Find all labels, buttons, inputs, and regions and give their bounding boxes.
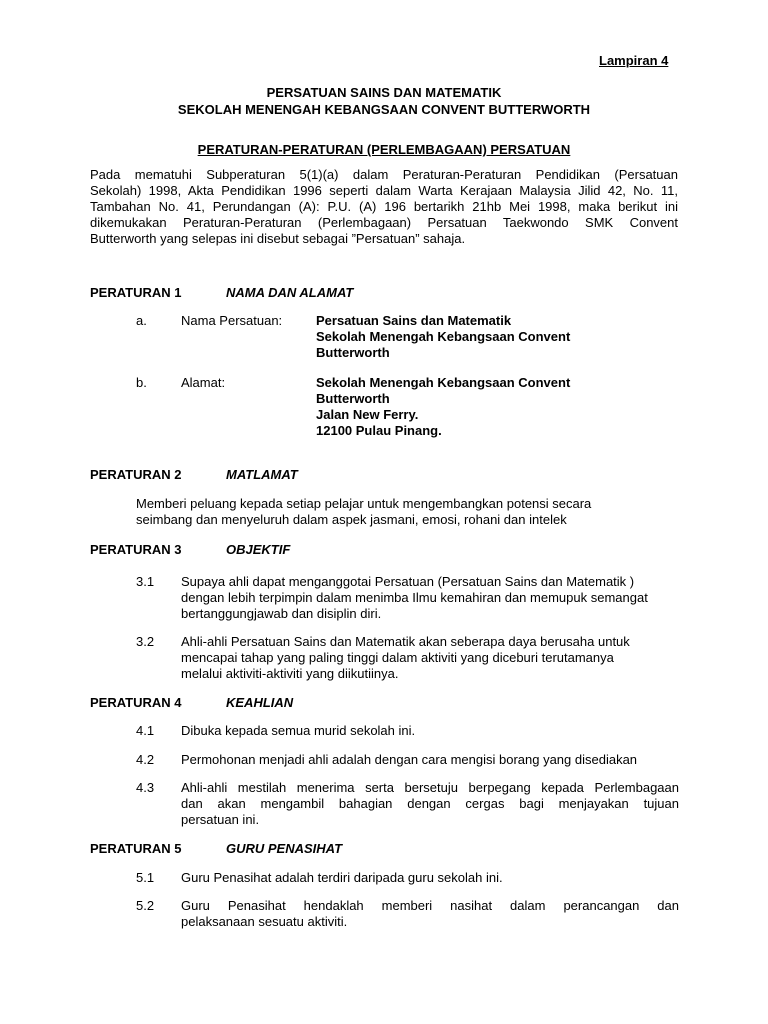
rule-1b-key: Alamat: xyxy=(181,375,226,390)
item-line: Ahli-ahli mestilah menerima serta bersetuju berpegang kepada Perlembagaan xyxy=(181,780,679,795)
item-line: Permohonan menjadi ahli adalah dengan cara mengisi borang yang disediakan xyxy=(181,752,638,767)
item-number: 3.2 xyxy=(136,634,155,649)
item-text xyxy=(181,752,679,768)
value-line: Jalan New Ferry. xyxy=(316,407,419,422)
item-line: Supaya ahli dapat menganggotai Persatuan (Persatuan Sains dan Matematik ) xyxy=(181,574,635,589)
document-title: PERATURAN-PERATURAN (PERLEMBAGAAN) PERSATUAN xyxy=(197,142,571,157)
rule-4-label: PERATURAN 4 xyxy=(90,695,182,710)
intro-line: Tambahan No. 41, Perundangan (A): P.U. (A) 196 bertarikh 21hb Mei 1998, maka berikut ini xyxy=(90,199,678,214)
rule-5-title: GURU PENASIHAT xyxy=(226,841,343,856)
rule-1-label: PERATURAN 1 xyxy=(90,285,182,300)
association-name: PERSATUAN SAINS DAN MATEMATIK xyxy=(266,85,502,100)
item-line: Guru Penasihat adalah terdiri daripada guru sekolah ini. xyxy=(181,870,503,885)
rule-1a-letter: a. xyxy=(136,313,147,328)
item-number: 3.1 xyxy=(136,574,155,589)
value-line: Persatuan Sains dan Matematik xyxy=(316,313,512,328)
item-line: bertanggungjawab dan disiplin diri. xyxy=(181,606,382,621)
value-line: Butterworth xyxy=(316,345,390,360)
intro-line: Butterworth yang selepas ini disebut sebagai ”Persatuan” sahaja. xyxy=(90,231,466,246)
rule-2-title: MATLAMAT xyxy=(226,467,298,482)
item-line: dengan lebih terpimpin dalam menimba Ilmu kemahiran dan memupuk semangat xyxy=(181,590,648,605)
item-line: Guru Penasihat hendaklah memberi nasihat dalam perancangan dan xyxy=(181,898,679,913)
value-line: Sekolah Menengah Kebangsaan Convent xyxy=(316,329,571,344)
value-line: 12100 Pulau Pinang. xyxy=(316,423,442,438)
item-line: mencapai tahap yang paling tinggi dalam aktiviti yang diceburi terutamanya xyxy=(181,650,614,665)
item-text xyxy=(181,870,679,886)
item-text xyxy=(181,723,679,739)
item-text xyxy=(181,634,679,682)
item-text xyxy=(181,780,679,828)
rule-1b-value xyxy=(316,375,656,439)
rule-4-title: KEAHLIAN xyxy=(226,695,294,710)
item-line: melalui aktiviti-aktiviti yang diikutiinya. xyxy=(181,666,399,681)
rule-5-label: PERATURAN 5 xyxy=(90,841,182,856)
rule-1a-value xyxy=(316,313,656,361)
item-text xyxy=(181,574,679,622)
body-line: seimbang dan menyeluruh dalam aspek jasmani, emosi, rohani dan intelek xyxy=(136,512,567,527)
value-line: Sekolah Menengah Kebangsaan Convent xyxy=(316,375,571,390)
item-number: 5.2 xyxy=(136,898,155,913)
rule-1a-key: Nama Persatuan: xyxy=(181,313,283,328)
rule-3-title: OBJEKTIF xyxy=(226,542,291,557)
item-line: persatuan ini. xyxy=(181,812,260,827)
intro-paragraph xyxy=(90,167,678,247)
annex-label: Lampiran 4 xyxy=(599,53,669,68)
item-number: 4.3 xyxy=(136,780,155,795)
item-text xyxy=(181,898,679,930)
rule-3-label: PERATURAN 3 xyxy=(90,542,182,557)
item-line: pelaksanaan sesuatu aktiviti. xyxy=(181,914,348,929)
item-number: 4.2 xyxy=(136,752,155,767)
value-line: Butterworth xyxy=(316,391,390,406)
rule-1b-letter: b. xyxy=(136,375,147,390)
intro-line: dikemukakan Peraturan-Peraturan (Perlembagaan) Persatuan Taekwondo SMK Convent xyxy=(90,215,678,230)
rule-2-body xyxy=(136,496,676,528)
item-number: 4.1 xyxy=(136,723,155,738)
body-line: Memberi peluang kepada setiap pelajar untuk mengembangkan potensi secara xyxy=(136,496,592,511)
item-line: Ahli-ahli Persatuan Sains dan Matematik akan seberapa daya berusaha untuk xyxy=(181,634,630,649)
item-line: Dibuka kepada semua murid sekolah ini. xyxy=(181,723,416,738)
intro-line: Sekolah) 1998, Akta Pendidikan 1996 seperti dalam Warta Kerajaan Malaysia Jilid 42, No. 11, xyxy=(90,183,678,198)
school-name: SEKOLAH MENENGAH KEBANGSAAN CONVENT BUTTERWORTH xyxy=(177,102,591,117)
rule-1-title: NAMA DAN ALAMAT xyxy=(226,285,354,300)
item-line: dan akan mengambil bahagian dengan cergas bagi menjayakan tujuan xyxy=(181,796,679,811)
intro-line: Pada mematuhi Subperaturan 5(1)(a) dalam Peraturan-Peraturan Pendidikan (Persatuan xyxy=(90,167,678,182)
item-number: 5.1 xyxy=(136,870,155,885)
rule-2-label: PERATURAN 2 xyxy=(90,467,182,482)
